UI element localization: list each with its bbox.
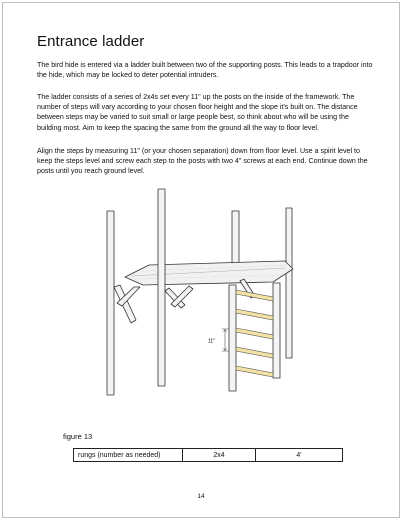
ladder-description-paragraph: The ladder consists of a series of 2x4s set every 11" up the posts on the inside of the framework. The number of steps will vary according to your chosen floor height and the slope it's built on. The distance between steps may be varied to suit small or large people best, so think about who will be using the building most. Aim to keep the spacing the same from the ground all the way to floor level. bbox=[37, 93, 358, 132]
platform-deck bbox=[125, 261, 293, 285]
document-page bbox=[2, 2, 400, 518]
ladder-rung bbox=[236, 347, 273, 358]
ladder-post-right bbox=[273, 283, 280, 378]
ladder-post-left bbox=[229, 285, 236, 391]
instructions-paragraph: Align the steps by measuring 11" (or your chosen separation) down from floor level. Use a spirit level to keep the steps level and screw each step to the posts with two 4" screws at each end. Continue down the posts until you reach ground level. bbox=[37, 147, 368, 176]
ladder-rung bbox=[236, 366, 273, 377]
stock-cell: 2x4 bbox=[183, 449, 256, 462]
part-cell: rungs (number as needed) bbox=[74, 449, 183, 462]
ladder-rung bbox=[236, 290, 273, 301]
cut-list-table bbox=[73, 448, 343, 462]
dimension-label: 11" bbox=[208, 338, 215, 345]
ladder-rung bbox=[236, 309, 273, 320]
front-left-post bbox=[107, 211, 114, 395]
far-right-post bbox=[286, 208, 292, 358]
page-title: Entrance ladder bbox=[37, 33, 145, 50]
page-number: 14 bbox=[197, 493, 205, 500]
center-post bbox=[158, 189, 165, 386]
length-cell: 4' bbox=[256, 449, 343, 462]
intro-paragraph: The bird hide is entered via a ladder built between two of the supporting posts. This leads to a trapdoor into the hide, which may be locked to deter potential intruders. bbox=[37, 61, 373, 80]
ladder-rung bbox=[236, 328, 273, 339]
ladder-frame-illustration bbox=[3, 3, 401, 519]
rung-spacing-dimension bbox=[222, 329, 229, 351]
figure-caption: figure 13 bbox=[63, 432, 93, 441]
table-row bbox=[74, 449, 343, 462]
